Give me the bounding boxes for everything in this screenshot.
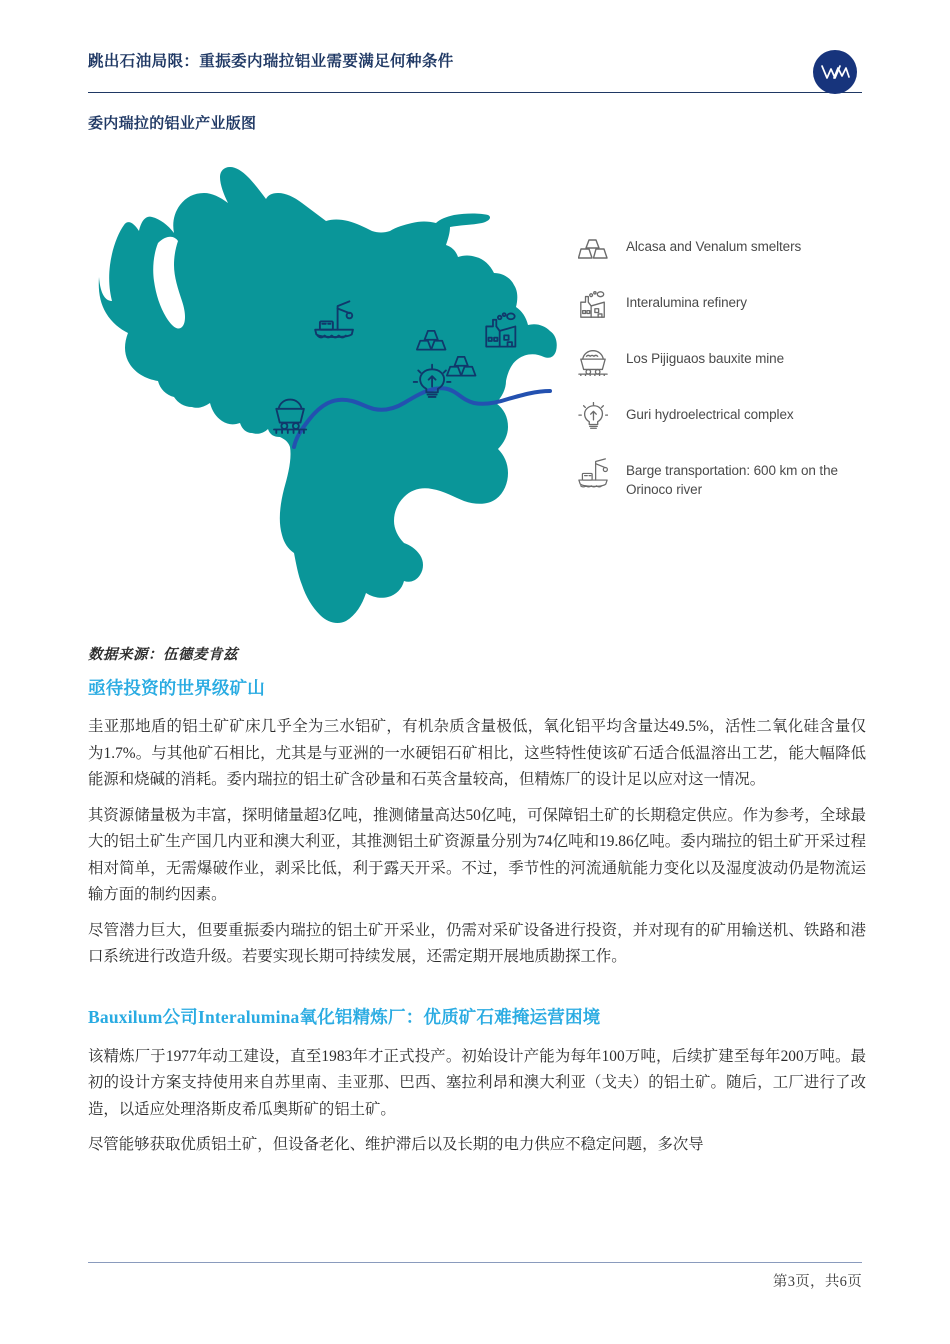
figure-source: 数据来源：伍德麦肯兹	[88, 647, 238, 663]
map-legend	[576, 232, 876, 521]
legend-label: Interalumina refinery	[626, 295, 747, 310]
paragraph: 尽管潜力巨大，但要重振委内瑞拉的铝土矿开采业，仍需对采矿设备进行投资，并对现有的矿用输送机、铁路和港口系统进行改造升级。若要实现长期可持续发展，还需定期开展地质勘探工作。	[88, 921, 866, 965]
paragraph: 尽管能够获取优质铝土矿，但设备老化、维护滞后以及长期的电力供应不稳定问题，多次导	[88, 1136, 704, 1153]
paragraph: 圭亚那地盾的铝土矿矿床几乎全为三水铝矿，有机杂质含量极低，氧化铝平均含量达49.5%，活性二氧化硅含量仅为1.7%。与其他矿石相比，尤其是与亚洲的一水硬铝石矿相比，这些特性使该矿石适合低温溶出工艺，能大幅降低能源和烧碱的消耗。委内瑞拉的铝土矿含砂量和石英含量较高，但精炼厂的设计足以应对这一情况。	[88, 718, 866, 788]
legend-label: Los Pijiguaos bauxite mine	[626, 351, 784, 366]
document-body	[88, 676, 866, 1168]
section-heading-1: 亟待投资的世界级矿山	[88, 678, 265, 698]
paragraph: 该精炼厂于1977年动工建设，直至1983年才正式投产。初始设计产能为每年100万吨，后续扩建至每年200万吨。最初的设计方案支持使用来自苏里南、圭亚那、巴西、塞拉利昂和澳大利亚（戈夫）的铝土矿。随后，工厂进行了改造，以适应处理洛斯皮希瓜奥斯矿的铝土矿。	[88, 1047, 866, 1118]
paragraph: 其资源储量极为丰富，探明储量超3亿吨，推测储量高达50亿吨，可保障铝土矿的长期稳定供应。作为参考，全球最大的铝土矿生产国几内亚和澳大利亚，其推测铝土矿资源量分别为74亿吨和19.86亿吨。委内瑞拉的铝土矿开采过程相对简单，无需爆破作业，剥采比低，利于露天开采。不过，季节性的河流通航能力变化以及湿度波动仍是物流运输方面的制约因素。	[88, 806, 866, 903]
barge-crane-icon	[576, 456, 610, 490]
venezuela-landmass	[99, 167, 557, 623]
venezuela-map	[98, 145, 588, 625]
legend-item-refinery	[576, 288, 876, 322]
page-number: 第3页，共6页	[772, 1274, 862, 1290]
figure-title: 委内瑞拉的铝业产业版图	[88, 116, 257, 132]
figure-container	[88, 140, 862, 630]
legend-label: Barge transportation: 600 km on the Orinoco river	[626, 463, 838, 497]
wm-monogram-logo	[813, 50, 857, 94]
lightbulb-icon	[576, 400, 610, 434]
legend-item-hydroelectrical	[576, 400, 876, 434]
page-header	[88, 52, 862, 100]
refinery-factory-icon	[576, 288, 610, 322]
header-divider	[88, 92, 862, 93]
legend-item-smelters	[576, 232, 876, 266]
legend-item-barge	[576, 456, 876, 499]
legend-label: Guri hydroelectrical complex	[626, 407, 794, 422]
section-heading-2: Bauxilum公司Interalumina氧化铝精炼厂：优质矿石难掩运营困境	[88, 1006, 601, 1027]
header-title: 跳出石油局限：重振委内瑞拉铝业需要满足何种条件	[88, 53, 454, 70]
footer-divider	[88, 1262, 862, 1263]
aluminium-ingots-icon	[576, 232, 610, 266]
legend-item-bauxite-mine	[576, 344, 876, 378]
legend-label: Alcasa and Venalum smelters	[626, 239, 802, 254]
mine-cart-icon	[576, 344, 610, 378]
